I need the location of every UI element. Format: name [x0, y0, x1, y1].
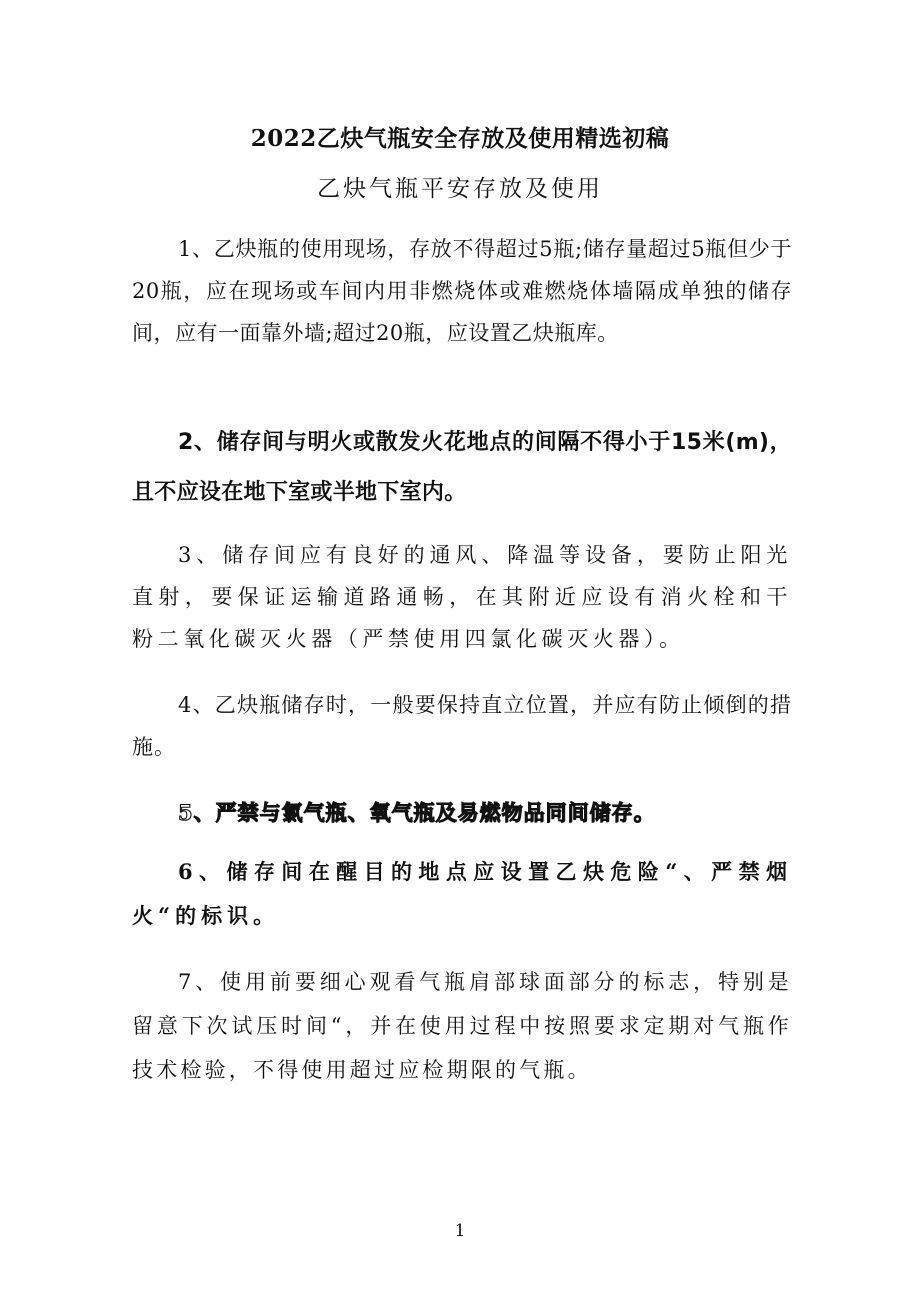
paragraph-1: 1、乙炔瓶的使用现场，存放不得超过5瓶;储存量超过5瓶但少于20瓶，应在现场或车间内用非燃烧体或难燃烧体墙隔成单独的储存间，应有一面靠外墙;超过20瓶，应设置乙炔瓶库。 [132, 237, 792, 345]
paragraph-6: 6、储存间在醒目的地点应设置乙炔危险“、严禁烟火“的标识。 [132, 859, 792, 928]
paragraph-3: 3、储存间应有良好的通风、降温等设备，要防止阳光直射，要保证运输道路通畅，在其附近应设有消火栓和干粉二氧化碳灭火器（严禁使用四氯化碳灭火器）。 [132, 543, 792, 651]
paragraph-4: 4、乙炔瓶储存时，一般要保持直立位置，并应有防止倾倒的措施。 [132, 693, 792, 759]
paragraph-2: 2、储存间与明火或散发火花地点的间隔不得小于15米(m)，且不应设在地下室或半地下室内。 [132, 430, 792, 505]
paragraph-7: 7、使用前要细心观看气瓶肩部球面部分的标志，特别是留意下次试压时间“，并在使用过程中按照要求定期对气瓶作技术检验，不得使用超过应检期限的气瓶。 [132, 970, 792, 1082]
document-title: 2022乙炔气瓶安全存放及使用精选初稿 [250, 125, 670, 152]
document-subtitle: 乙炔气瓶平安存放及使用 [317, 176, 603, 202]
paragraph-5: 5、严禁与氯气瓶、氧气瓶及易燃物品同间储存。 [178, 800, 656, 825]
page-number: 1 [454, 1221, 466, 1241]
